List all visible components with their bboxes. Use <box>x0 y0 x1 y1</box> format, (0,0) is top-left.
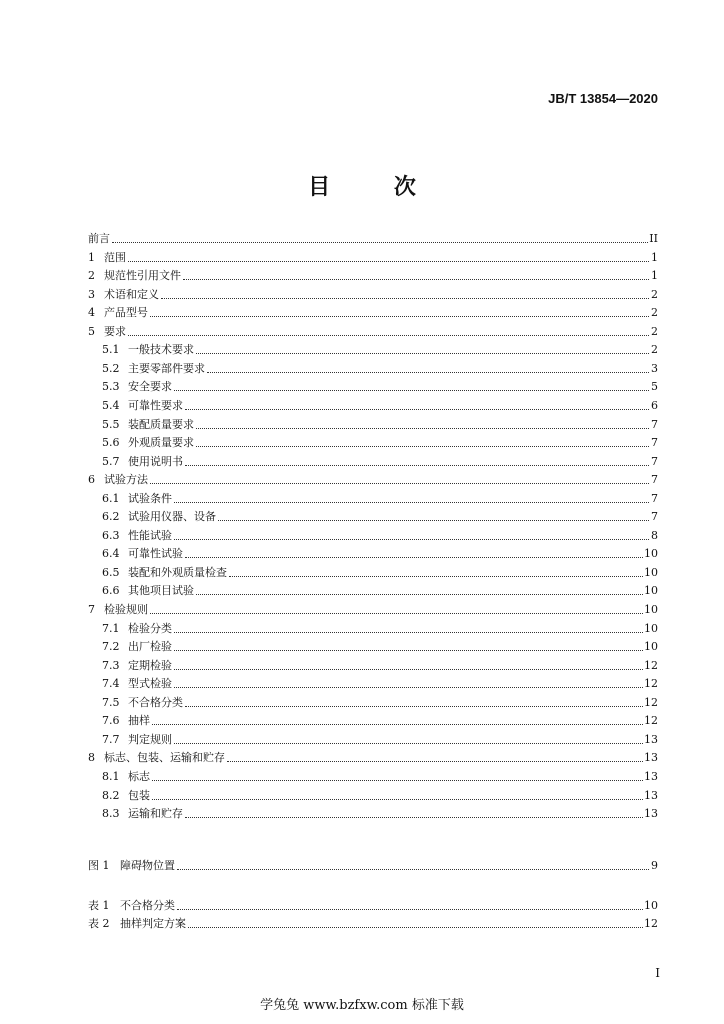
toc-entry-number: 5.4 <box>102 399 120 412</box>
toc-entry-page: 10 <box>644 622 658 635</box>
dot-leader <box>174 650 643 651</box>
toc-entry-page: 13 <box>644 751 658 764</box>
toc-entry-label: 规范性引用文件 <box>104 269 181 282</box>
dot-leader <box>183 279 649 280</box>
dot-leader <box>227 761 643 762</box>
toc-entry-number: 6 <box>88 473 95 486</box>
toc-entry-number: 6.5 <box>102 566 120 579</box>
toc-entry[interactable] <box>102 507 658 524</box>
dot-leader <box>150 483 649 484</box>
toc-entry-page: II <box>649 232 658 245</box>
toc-entry-page: 10 <box>644 640 658 653</box>
dot-leader <box>174 502 649 503</box>
dot-leader <box>152 799 643 800</box>
toc-entry-page: 9 <box>651 859 658 872</box>
toc-entry-page: 12 <box>644 677 658 690</box>
toc-entry-number: 5.5 <box>102 418 120 431</box>
toc-entry-label: 包装 <box>128 789 150 802</box>
toc-entry-label: 检验规则 <box>104 603 148 616</box>
toc-entry[interactable] <box>102 377 658 394</box>
toc-entry-page: 10 <box>644 547 658 560</box>
toc-entry-label: 产品型号 <box>104 306 148 319</box>
toc-entry-label: 标志、包装、运输和贮存 <box>104 751 225 764</box>
toc-entry-number: 8.2 <box>102 789 120 802</box>
toc-entry-number: 5.6 <box>102 436 120 449</box>
toc-entry-label: 型式检验 <box>128 677 172 690</box>
toc-entry-label: 装配和外观质量检查 <box>128 566 227 579</box>
dot-leader <box>185 706 643 707</box>
toc-entry-label: 不合格分类 <box>128 696 183 709</box>
toc-entry-label: 抽样 <box>128 714 150 727</box>
dot-leader <box>174 669 643 670</box>
page-folio: I <box>655 966 660 980</box>
toc-entry-number: 3 <box>88 288 95 301</box>
dot-leader <box>174 687 643 688</box>
dot-leader <box>196 594 643 595</box>
dot-leader <box>174 539 649 540</box>
toc-entry[interactable] <box>88 470 658 487</box>
toc-entry[interactable] <box>102 730 658 747</box>
toc-entry-page: 13 <box>644 807 658 820</box>
toc-entry[interactable] <box>102 340 658 357</box>
toc-entry-page: 12 <box>644 917 658 930</box>
toc-entry-label: 性能试验 <box>128 529 172 542</box>
toc-entry[interactable] <box>102 544 658 561</box>
toc-entry[interactable] <box>102 415 658 432</box>
toc-entry[interactable] <box>102 619 658 636</box>
toc-entry[interactable] <box>102 693 658 710</box>
toc-entry[interactable] <box>88 266 658 283</box>
toc-entry-label: 障碍物位置 <box>120 859 175 872</box>
dot-leader <box>229 576 643 577</box>
dot-leader <box>174 390 649 391</box>
toc-entry[interactable] <box>102 767 658 784</box>
toc-entry-page: 10 <box>644 566 658 579</box>
toc-entry-page: 1 <box>651 251 658 264</box>
toc-entry-label: 可靠性要求 <box>128 399 183 412</box>
toc-entry[interactable] <box>102 433 658 450</box>
toc-entry-page: 10 <box>644 584 658 597</box>
toc-entry-number: 5 <box>88 325 95 338</box>
toc-entry-number: 6.4 <box>102 547 120 560</box>
toc-entry[interactable] <box>102 563 658 580</box>
toc-entry-label: 抽样判定方案 <box>120 917 186 930</box>
toc-entry-page: 7 <box>651 436 658 449</box>
toc-entry-page: 7 <box>651 510 658 523</box>
toc-entry-page: 2 <box>651 288 658 301</box>
toc-entry-number: 6.3 <box>102 529 120 542</box>
toc-entry-number: 7.4 <box>102 677 120 690</box>
dot-leader <box>185 409 649 410</box>
toc-entry[interactable] <box>102 359 658 376</box>
toc-entry-page: 13 <box>644 733 658 746</box>
toc-entry-number: 5.2 <box>102 362 120 375</box>
table-entry[interactable] <box>88 896 658 913</box>
toc-entry-label: 术语和定义 <box>104 288 159 301</box>
toc-title: 目 次 <box>308 174 444 200</box>
toc-entry-number: 6.1 <box>102 492 120 505</box>
dot-leader <box>174 632 643 633</box>
toc-entry[interactable] <box>88 303 658 320</box>
toc-entry-number: 表 1 <box>88 899 110 912</box>
toc-entry-number: 8.3 <box>102 807 120 820</box>
toc-entry-page: 3 <box>651 362 658 375</box>
dot-leader <box>185 465 649 466</box>
table-entry[interactable] <box>88 914 658 931</box>
dot-leader <box>174 743 643 744</box>
toc-entry-page: 6 <box>651 399 658 412</box>
toc-entry-number: 1 <box>88 251 95 264</box>
toc-entry-label: 不合格分类 <box>120 899 175 912</box>
toc-entry-number: 7.5 <box>102 696 120 709</box>
toc-entry-number: 5.3 <box>102 380 120 393</box>
toc-entry-number: 5.7 <box>102 455 120 468</box>
toc-entry-page: 7 <box>651 455 658 468</box>
toc-entry-number: 7.3 <box>102 659 120 672</box>
standard-code: JB/T 13854—2020 <box>548 91 658 106</box>
toc-entry-label: 装配质量要求 <box>128 418 194 431</box>
dot-leader <box>188 927 643 928</box>
toc-entry[interactable] <box>102 637 658 654</box>
dot-leader <box>177 909 643 910</box>
toc-entry-number: 图 1 <box>88 859 110 872</box>
dot-leader <box>218 520 649 521</box>
toc-entry[interactable] <box>88 600 658 617</box>
toc-entry[interactable] <box>88 322 658 339</box>
toc-entry[interactable] <box>88 248 658 265</box>
toc-entry[interactable] <box>102 581 658 598</box>
dot-leader <box>112 242 648 243</box>
toc-entry-number: 6.2 <box>102 510 120 523</box>
toc-entry-label: 安全要求 <box>128 380 172 393</box>
toc-entry-label: 判定规则 <box>128 733 172 746</box>
toc-entry-page: 2 <box>651 306 658 319</box>
dot-leader <box>196 446 649 447</box>
toc-entry-label: 定期检验 <box>128 659 172 672</box>
toc-entry-page: 10 <box>644 899 658 912</box>
toc-entry[interactable] <box>102 711 658 728</box>
toc-entry-page: 2 <box>651 343 658 356</box>
toc-entry-label: 其他项目试验 <box>128 584 194 597</box>
toc-entry[interactable] <box>102 656 658 673</box>
toc-entry-page: 8 <box>651 529 658 542</box>
toc-entry-page: 13 <box>644 770 658 783</box>
toc-entry-page: 5 <box>651 380 658 393</box>
figure-entry[interactable] <box>88 856 658 873</box>
dot-leader <box>207 372 649 373</box>
toc-entry[interactable] <box>102 489 658 506</box>
toc-entry-page: 12 <box>644 714 658 727</box>
dot-leader <box>150 316 649 317</box>
toc-entry-label: 要求 <box>104 325 126 338</box>
dot-leader <box>185 557 643 558</box>
toc-entry-label: 可靠性试验 <box>128 547 183 560</box>
toc-entry-page: 10 <box>644 603 658 616</box>
toc-entry-label: 主要零部件要求 <box>128 362 205 375</box>
toc-entry[interactable] <box>88 748 658 765</box>
toc-entry[interactable] <box>102 396 658 413</box>
dot-leader <box>152 724 643 725</box>
toc-entry-label: 检验分类 <box>128 622 172 635</box>
toc-entry[interactable] <box>102 674 658 691</box>
footer-watermark-text: 学兔兔 www.bzfxw.com 标准下载 <box>260 998 464 1013</box>
dot-leader <box>128 261 649 262</box>
toc-entry-label: 前言 <box>88 232 110 245</box>
toc-entry-number: 表 2 <box>88 917 110 930</box>
dot-leader <box>177 869 649 870</box>
toc-entry-label: 出厂检验 <box>128 640 172 653</box>
dot-leader <box>128 335 649 336</box>
toc-entry-number: 5.1 <box>102 343 120 356</box>
toc-entry[interactable] <box>88 285 658 302</box>
dot-leader <box>196 428 649 429</box>
dot-leader <box>150 613 643 614</box>
toc-entry-number: 2 <box>88 269 95 282</box>
toc-entry-label: 范围 <box>104 251 126 264</box>
toc-entry-page: 13 <box>644 789 658 802</box>
toc-entry-page: 7 <box>651 418 658 431</box>
toc-entry-number: 7.6 <box>102 714 120 727</box>
toc-entry-label: 试验条件 <box>128 492 172 505</box>
toc-entry-number: 7.1 <box>102 622 120 635</box>
toc-entry-page: 12 <box>644 659 658 672</box>
dot-leader <box>196 353 649 354</box>
toc-entry-label: 使用说明书 <box>128 455 183 468</box>
toc-entry-page: 12 <box>644 696 658 709</box>
toc-entry-number: 7.2 <box>102 640 120 653</box>
toc-entry-page: 7 <box>651 492 658 505</box>
toc-entry-page: 7 <box>651 473 658 486</box>
toc-entry[interactable] <box>102 452 658 469</box>
toc-entry-label: 标志 <box>128 770 150 783</box>
toc-entry[interactable] <box>102 804 658 821</box>
toc-entry-number: 4 <box>88 306 95 319</box>
toc-entry-label: 一般技术要求 <box>128 343 194 356</box>
toc-entry-number: 7 <box>88 603 95 616</box>
toc-entry-page: 1 <box>651 269 658 282</box>
toc-entry[interactable] <box>102 526 658 543</box>
dot-leader <box>161 298 649 299</box>
toc-entry-page: 2 <box>651 325 658 338</box>
toc-entry-label: 外观质量要求 <box>128 436 194 449</box>
toc-entry-label: 运输和贮存 <box>128 807 183 820</box>
toc-entry[interactable] <box>102 786 658 803</box>
toc-entry-number: 6.6 <box>102 584 120 597</box>
toc-entry[interactable] <box>88 229 658 246</box>
dot-leader <box>185 817 643 818</box>
toc-entry-label: 试验用仪器、设备 <box>128 510 216 523</box>
toc-entry-number: 8 <box>88 751 95 764</box>
toc-entry-number: 8.1 <box>102 770 120 783</box>
dot-leader <box>152 780 643 781</box>
toc-entry-number: 7.7 <box>102 733 120 746</box>
toc-entry-label: 试验方法 <box>104 473 148 486</box>
